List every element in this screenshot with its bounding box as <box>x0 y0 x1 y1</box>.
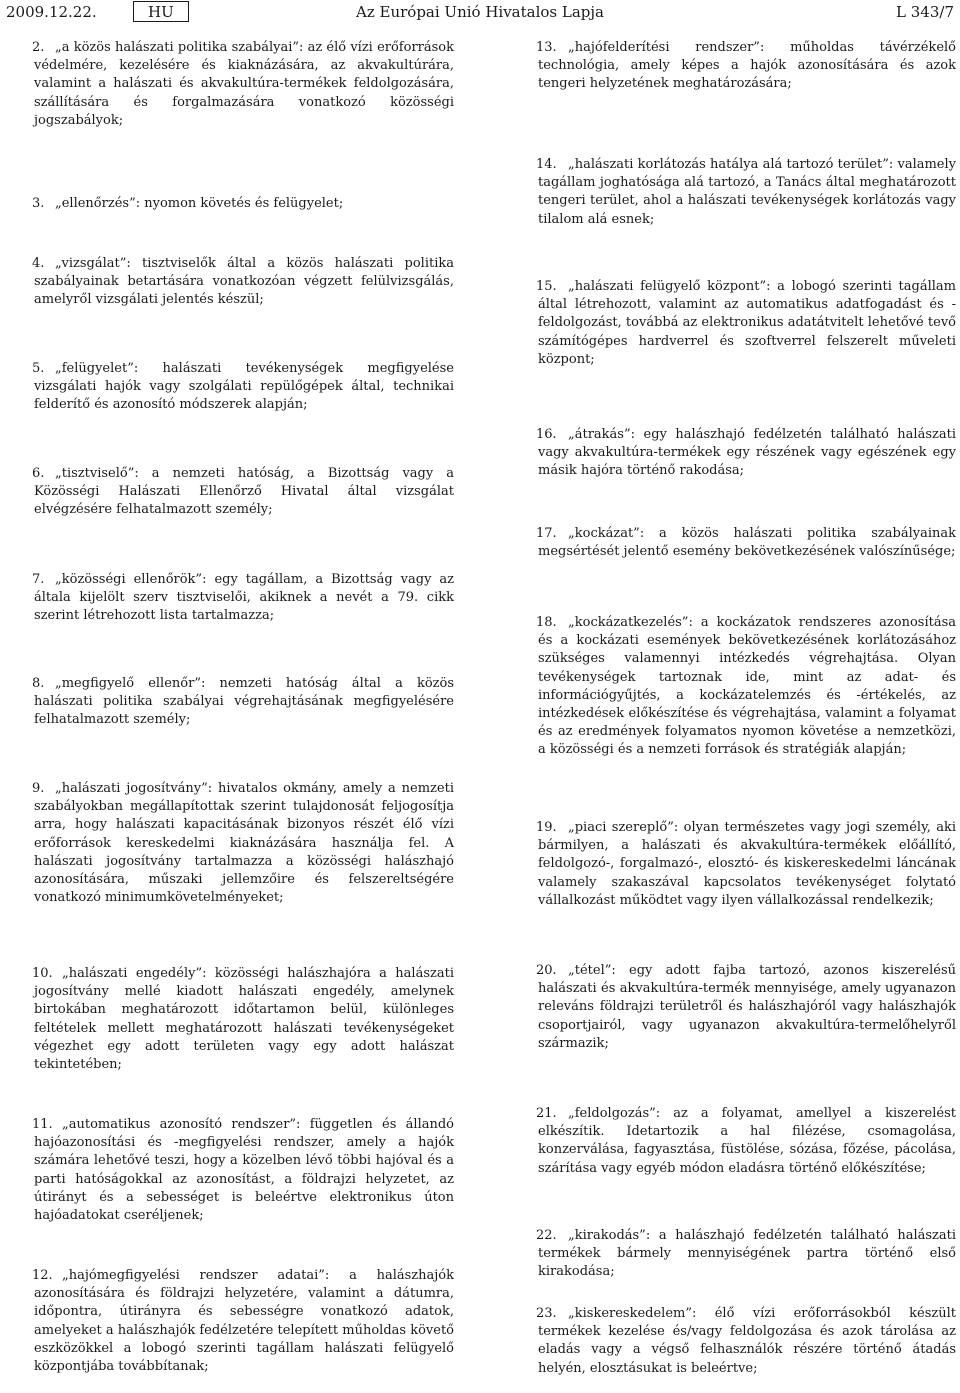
definition-item <box>538 1227 956 1282</box>
definition-item <box>538 525 956 561</box>
item-number: 16. <box>536 427 557 442</box>
item-text: „felügyelet”: halászati tevékenységek megfigyelése vizsgálati hajók vagy szolgálati repülőgépek által, technikai felderítő és azonosító módszerek alapján; <box>34 361 454 413</box>
item-text: „átrakás”: egy halászhajó fedélzetén található halászati vagy akvakultúra-termékek egy részének vagy egészének egy másik hajóra történő rakodása; <box>538 427 956 479</box>
item-text: „piaci szereplő”: olyan természetes vagy jogi személy, aki bármilyen, a halászati és akvakultúra-termékek előállító, feldolgozó-, forgalmazó-, elosztó- és kiskereskedelmi láncának valamely szakaszával kapcsolatos tevékenységet folytató vállalkozást működtet vagy ilyen vállalkozással rendelkezik; <box>538 820 956 908</box>
item-number: 2. <box>32 40 45 55</box>
definition-item <box>34 195 454 213</box>
item-text: „hajófelderítési rendszer”: műholdas távérzékelő technológia, amely képes a hajók azonosítására és azok tengeri helyzetének meghatározására; <box>538 40 956 92</box>
definition-item <box>538 156 956 229</box>
item-text: „kirakodás”: a halászhajó fedélzetén található halászati termékek bármely mennyiségének partra történő első kirakodása; <box>538 1228 956 1280</box>
item-number: 19. <box>536 820 557 835</box>
item-number: 11. <box>32 1117 53 1132</box>
item-number: 18. <box>536 615 557 630</box>
item-number: 6. <box>32 466 45 481</box>
definition-item <box>34 675 454 730</box>
definition-item <box>34 780 454 907</box>
definition-item <box>34 39 454 130</box>
definition-item <box>538 426 956 481</box>
item-number: 13. <box>536 40 557 55</box>
item-text: „halászati felügyelő központ”: a lobogó szerinti tagállam által létrehozott, valamint az automatikus adatfogadást és -feldolgozást, továbbá az elektronikus adatátvitelt lehetővé tevő számítógépes hardverrel és szoftverrel felszerelt műveleti központ; <box>538 279 956 367</box>
item-text: „kockázat”: a közös halászati politika szabályainak megsértését jelentő esemény bekövetkezésének valószínűsége; <box>538 526 956 560</box>
language-badge: HU <box>133 1 189 22</box>
item-text: „kockázatkezelés”: a kockázatok rendszeres azonosítása és a kockázati események bekövetkezésének korlátozásához szükséges valamennyi intézkedés végrehajtása. Olyan tevékenységek tartoznak ide, mint az adat- és információgyűjtés, a kockázatelemzés és -értékelés, az intézkedések előkészítése és végrehajtása, valamint a folyamat és az eredmények folyamatos nyomon követése a nemzetközi, a közösségi és a nemzeti források és stratégiák alapján; <box>538 615 956 758</box>
item-number: 3. <box>32 196 45 211</box>
item-text: „vizsgálat”: tisztviselők által a közös halászati politika szabályainak betartására vonatkozóan végzett felülvizsgálás, amelyről vizsgálati jelentés készül; <box>34 256 454 308</box>
item-text: „közösségi ellenőrök”: egy tagállam, a Bizottság vagy az általa kijelölt szerv tisztviselői, akiknek a nevét a 79. cikk szerint létrehozott lista tartalmazza; <box>34 572 454 624</box>
item-number: 4. <box>32 256 45 271</box>
item-number: 7. <box>32 572 45 587</box>
definition-item <box>538 1105 956 1178</box>
item-text: „halászati jogosítvány”: hivatalos okmány, amely a nemzeti szabályokban megállapítottak szerint tulajdonosát feljogosítja arra, hogy halászati kapacitásának bizonyos részét élő vízi erőforrások kereskedelmi kiaknázására használja fel. A halászati jogosítvány tartalmazza a közösségi halászhajó azonosítására, műszaki jellemzőire és felszereltségére vonatkozó minimumkövetelményeket; <box>34 781 454 906</box>
item-text: „feldolgozás”: az a folyamat, amellyel a kiszerelést elkészítik. Idetartozik a hal filézése, csomagolása, konzerválása, fagyasztása, füstölése, sózása, főzése, pácolása, szárítása vagy egyéb módon eladásra történő előkészítése; <box>538 1106 956 1176</box>
page-reference: L 343/7 <box>896 3 954 21</box>
definition-item <box>538 278 956 369</box>
item-text: „ellenőrzés”: nyomon követés és felügyelet; <box>55 196 344 211</box>
item-text: „megfigyelő ellenőr”: nemzeti hatóság által a közös halászati politika szabályai végrehajtásának megfigyelésére felhatalmazott személy; <box>34 676 454 728</box>
definition-item <box>34 571 454 626</box>
definition-item <box>34 255 454 310</box>
definition-item <box>34 465 454 520</box>
item-number: 10. <box>32 966 53 981</box>
item-text: „halászati korlátozás hatálya alá tartozó terület”: valamely tagállam joghatósága alá tartozó, a Tanács által meghatározott tengeri terület, ahol a halászati tevékenységek korlátozás vagy tilalom alá esnek; <box>538 157 956 227</box>
item-number: 23. <box>536 1306 557 1321</box>
definition-item <box>34 965 454 1074</box>
item-text: „kiskereskedelem”: élő vízi erőforrásokból készült termékek kezelése és/vagy feldolgozása és azok tárolása az eladás vagy a végső felhasználók részére történő átadás helyén, elosztásukat is beleértve; <box>538 1306 956 1376</box>
definition-item <box>538 39 956 94</box>
item-number: 5. <box>32 361 45 376</box>
header-date: 2009.12.22. <box>6 3 97 21</box>
journal-title: Az Európai Unió Hivatalos Lapja <box>356 3 604 21</box>
definition-item <box>34 1267 454 1376</box>
definition-item <box>34 360 454 415</box>
item-number: 20. <box>536 963 557 978</box>
item-text: „a közös halászati politika szabályai”: az élő vízi erőforrások védelmére, kezelésére és kiaknázására, az akvakultúrára, valamint a halászati és akvakultúra-termékek feldolgozására, szállítására és forgalmazására vonatkozó közösségi jogszabályok; <box>34 40 454 128</box>
definition-item <box>538 819 956 910</box>
item-number: 22. <box>536 1228 557 1243</box>
item-number: 15. <box>536 279 557 294</box>
definition-item <box>538 614 956 760</box>
definition-item <box>538 1305 956 1378</box>
definition-item <box>34 1116 454 1225</box>
item-text: „automatikus azonosító rendszer”: független és állandó hajóazonosítási és -megfigyelési rendszer, amely a hajók számára lehetővé teszi, hogy a közelben lévő többi hajóval és a parti hatóságokkal az azonosítást, a földrajzi helyzetet, az útirányt és a sebességet is beleértve elektronikus úton hajóadatokat cseréljenek; <box>34 1117 454 1224</box>
item-number: 8. <box>32 676 45 691</box>
definition-item <box>538 962 956 1053</box>
item-text: „halászati engedély”: közösségi halászhajóra a halászati jogosítvány mellé kiadott halászati engedély, amelynek birtokában meghatározott időtartamon belül, különleges feltételek mellett meghatározott halászati tevékenységeket végezhet egy adott területen vagy egy adott halászat tekintetében; <box>34 966 454 1073</box>
item-number: 14. <box>536 157 557 172</box>
item-number: 12. <box>32 1268 53 1283</box>
item-number: 21. <box>536 1106 557 1121</box>
item-number: 9. <box>32 781 45 796</box>
item-text: „tisztviselő”: a nemzeti hatóság, a Bizottság vagy a Közösségi Halászati Ellenőrző Hivatal által vizsgálat elvégzésére felhatalmazott személy; <box>34 466 454 518</box>
item-text: „tétel”: egy adott fajba tartozó, azonos kiszerelésű halászati és akvakultúra-termék mennyisége, amely ugyanazon releváns földrajzi területről és halászhajóról vagy halászhajók csoportjairól, vagy ugyanazon akvakultúra-termelőhelyről származik; <box>538 963 956 1051</box>
page-header <box>0 0 960 24</box>
item-number: 17. <box>536 526 557 541</box>
item-text: „hajómegfigyelési rendszer adatai”: a halászhajók azonosítására és földrajzi helyzetére, valamint a dátumra, időpontra, útirányra és sebességre vonatkozó adatok, amelyeket a halászhajók fedélzetére telepített műholdas követő eszközökkel a lobogó szerinti tagállam halászati felügyelő központjába továbbítanak; <box>34 1268 454 1375</box>
